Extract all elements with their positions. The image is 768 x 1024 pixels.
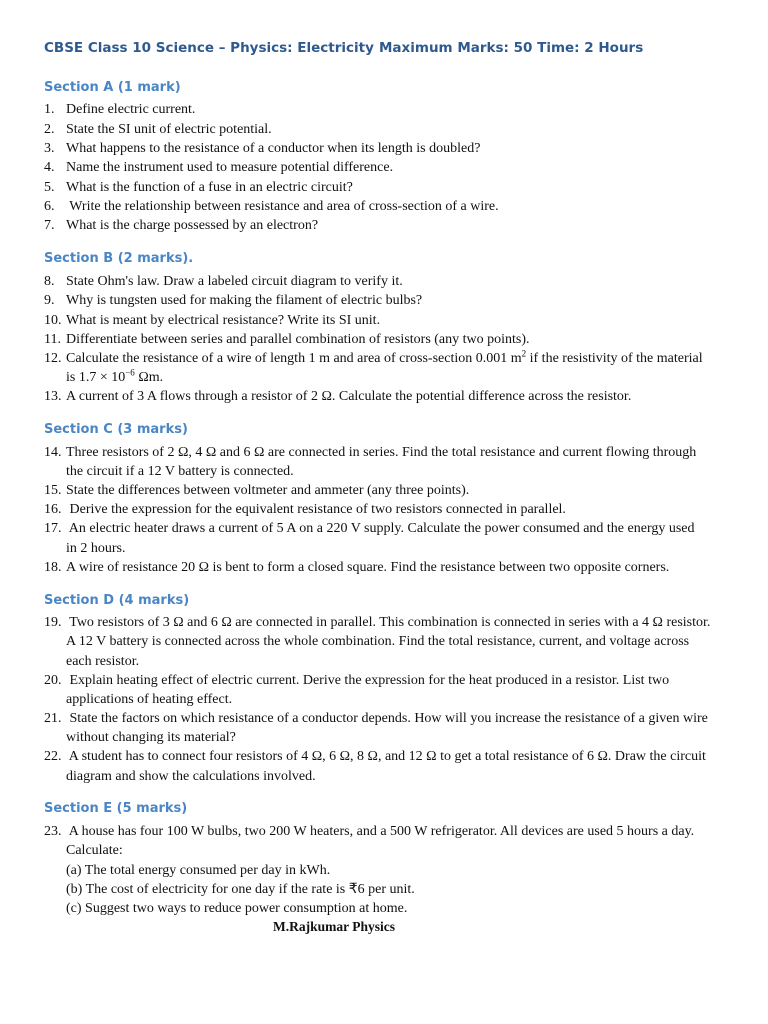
document-title: CBSE Class 10 Science – Physics: Electricity — [44, 40, 374, 56]
question-7: 7. What is the charge possessed by an electron? — [44, 218, 319, 233]
question-1: 1. Define electric current. — [44, 102, 196, 117]
question-23-part-a: (a) The total energy consumed per day in kWh. — [66, 862, 331, 878]
question-13: 13. A current of 3 A flows through a resistor of 2 Ω. Calculate the potential difference across the resistor. — [44, 388, 632, 404]
question-2: 2. State the SI unit of electric potential. — [44, 121, 272, 137]
question-19-continued-2: each resistor. — [66, 653, 140, 669]
question-14-continued: the circuit if a 12 V battery is connected. — [66, 463, 294, 479]
question-6: 6. Write the relationship between resistance and area of cross-section of a wire. — [44, 199, 499, 214]
question-22: 22. A student has to connect four resistors of 4 Ω, 6 Ω, 8 Ω, and 12 Ω to get a total resistance of 6 Ω. Draw the circuit — [44, 749, 706, 764]
question-16: 16. Derive the expression for the equivalent resistance of two resistors connected in parallel. — [44, 502, 566, 517]
question-4: 4. Name the instrument used to measure potential difference. — [44, 160, 394, 175]
question-21: 21. State the factors on which resistance of a conductor depends. How will you increase the resistance of a given wire — [44, 711, 708, 726]
question-23-calculate: Calculate: — [66, 843, 123, 858]
document-header — [44, 40, 744, 56]
question-14: 14. Three resistors of 2 Ω, 4 Ω and 6 Ω are connected in series. Find the total resistance and current flowing through — [44, 444, 697, 460]
question-3: 3. What happens to the resistance of a conductor when its length is doubled? — [44, 141, 481, 156]
question-20: 20. Explain heating effect of electric current. Derive the expression for the heat produced in a resistor. List two — [44, 672, 670, 688]
marks-and-time: Maximum Marks: 50 Time: 2 Hours — [379, 40, 644, 56]
question-17-continued: in 2 hours. — [66, 540, 126, 556]
question-23-part-b: (b) The cost of electricity for one day if the rate is ₹6 per unit. — [66, 881, 415, 897]
question-12-continued: is $1.7 \times 10^{-6}$ Ωm. — [66, 366, 164, 385]
question-15: 15. State the differences between voltmeter and ammeter (any three points). — [44, 483, 470, 498]
question-8: 8. State Ohm's law. Draw a labeled circuit diagram to verify it. — [44, 274, 403, 289]
section-b-heading: Section B (2 marks). — [44, 251, 194, 266]
question-11: 11. Differentiate between series and parallel combination of resistors (any two points). — [44, 331, 530, 347]
question-23-part-c: (c) Suggest two ways to reduce power consumption at home. — [66, 900, 408, 916]
question-10: 10. What is meant by electrical resistance? Write its SI unit. — [44, 312, 381, 328]
question-19-continued: A 12 V battery is connected across the whole combination. Find the total resistance, current, and voltage across — [66, 634, 690, 649]
question-18: 18. A wire of resistance 20 Ω is bent to form a closed square. Find the resistance between two opposite corners. — [44, 559, 670, 575]
section-e-heading: Section E (5 marks) — [44, 801, 188, 816]
question-12: 12. Calculate the resistance of a wire of length 1 m and area of cross-section 0.001 $m^2$ if the resistivity of the material — [44, 347, 703, 366]
question-23: 23. A house has four 100 W bulbs, two 200 W heaters, and a 500 W refrigerator. All devices are used 5 hours a day. — [44, 824, 695, 839]
question-5: 5. What is the function of a fuse in an electric circuit? — [44, 179, 353, 195]
author-credit: M.Rajkumar Physics — [273, 919, 396, 934]
question-22-continued: diagram and show the calculations involved. — [66, 768, 316, 784]
section-d-heading: Section D (4 marks) — [44, 593, 190, 608]
section-a-heading: Section A (1 mark) — [44, 80, 181, 95]
question-21-continued: without changing its material? — [66, 730, 236, 745]
section-c-heading: Section C (3 marks) — [44, 422, 188, 437]
question-20-continued: applications of heating effect. — [66, 692, 233, 707]
question-17: 17. An electric heater draws a current of 5 A on a 220 V supply. Calculate the power consumed and the energy used — [44, 521, 695, 536]
question-19: 19. Two resistors of 3 Ω and 6 Ω are connected in parallel. This combination is connected in series with a 4 Ω resistor. — [44, 615, 711, 630]
question-9: 9. Why is tungsten used for making the filament of electric bulbs? — [44, 293, 423, 308]
